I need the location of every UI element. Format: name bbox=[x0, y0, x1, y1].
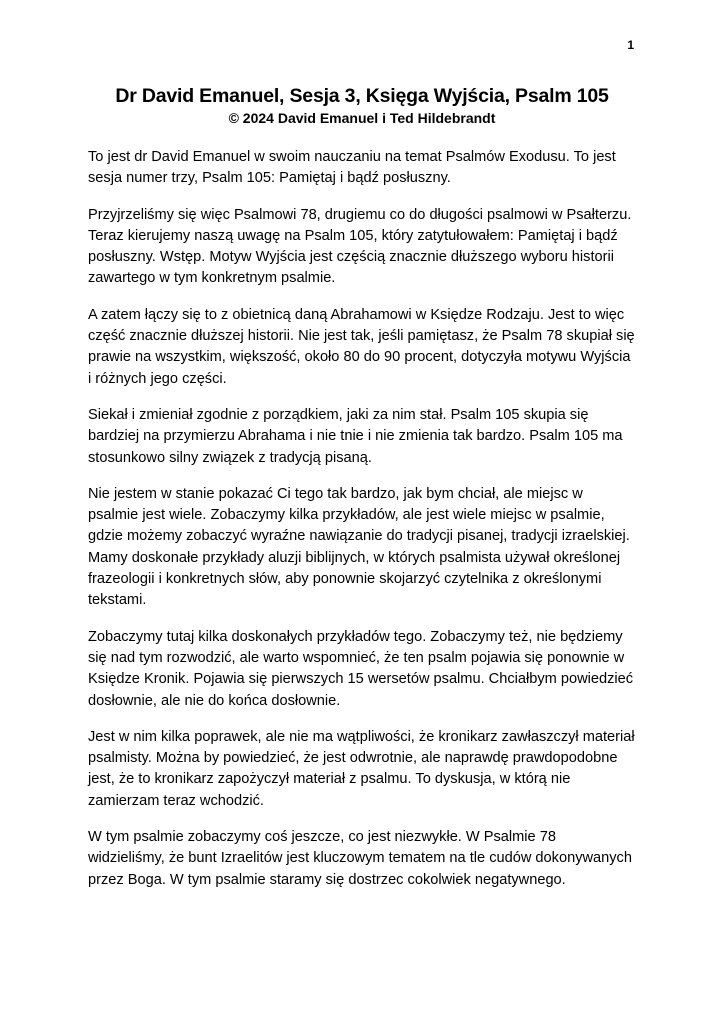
paragraph: Przyjrzeliśmy się więc Psalmowi 78, drugiemu co do długości psalmowi w Psałterzu. Teraz kierujemy naszą uwagę na Psalm 105, który zatytułowałem: Pamiętaj i bądź posłuszny. Wstęp. Motyw Wyjścia jest częścią znacznie dłuższego wyboru historii zawartego w tym konkretnym psalmie. bbox=[88, 206, 632, 287]
paragraph: W tym psalmie zobaczymy coś jeszcze, co jest niezwykłe. W Psalmie 78 widzieliśmy, że bunt Izraelitów jest kluczowym tematem na tle cudów dokonywanych przez Boga. W tym psalmie staramy się dostrzec cokolwiek negatywnego. bbox=[88, 829, 632, 888]
paragraph: Jest w nim kilka poprawek, ale nie ma wątpliwości, że kronikarz zawłaszczył materiał psalmisty. Można by powiedzieć, że jest odwrotnie, ale naprawdę prawdopodobne jest, że to kronikarz zapożyczył materiał z psalmu. To dyskusja, w którą nie zamierzam teraz wchodzić. bbox=[88, 728, 635, 809]
paragraph: A zatem łączy się to z obietnicą daną Abrahamowi w Księdze Rodzaju. Jest to więc część znacznie dłuższej historii. Nie jest tak, jeśli pamiętasz, że Psalm 78 skupiał się prawie na wszystkim, większość, około 80 do 90 procent, dotyczyła motywu Wyjścia i różnych jego części. bbox=[88, 306, 635, 387]
paragraph: Zobaczymy tutaj kilka doskonałych przykładów tego. Zobaczymy też, nie będziemy się nad tym rozwodzić, ale warto wspomnieć, że ten psalm pojawia się ponownie w Księdze Kronik. Pojawia się pierwszych 15 wersetów psalmu. Chciałbym powiedzieć dosłownie, ale nie do końca dosłownie. bbox=[88, 628, 634, 709]
document-title: Dr David Emanuel, Sesja 3, Księga Wyjścia, Psalm 105 bbox=[115, 85, 609, 107]
paragraph: Nie jestem w stanie pokazać Ci tego tak bardzo, jak bym chciał, ale miejsc w psalmie jest wiele. Zobaczymy kilka przykładów, ale jest wiele miejsc w psalmie, gdzie możemy zobaczyć wyraźne nawiązanie do tradycji pisanej, tradycji izraelskiej. Mamy doskonałe przykłady aluzji biblijnych, w których psalmista używał określonej frazeologii i konkretnych słów, aby ponownie skojarzyć czytelnika z określonymi tekstami. bbox=[88, 485, 630, 609]
paragraph: To jest dr David Emanuel w swoim nauczaniu na temat Psalmów Exodusu. To jest sesja numer trzy, Psalm 105: Pamiętaj i bądź posłuszny. bbox=[88, 149, 616, 187]
paragraph: Siekał i zmieniał zgodnie z porządkiem, jaki za nim stał. Psalm 105 skupia się bardziej na przymierzu Abrahama i nie tnie i nie zmienia tak bardzo. Psalm 105 ma stosunkowo silny związek z tradycją pisaną. bbox=[88, 406, 623, 466]
document-body bbox=[88, 147, 636, 891]
page-number: 1 bbox=[627, 38, 634, 52]
copyright-line: © 2024 David Emanuel i Ted Hildebrandt bbox=[228, 110, 496, 126]
